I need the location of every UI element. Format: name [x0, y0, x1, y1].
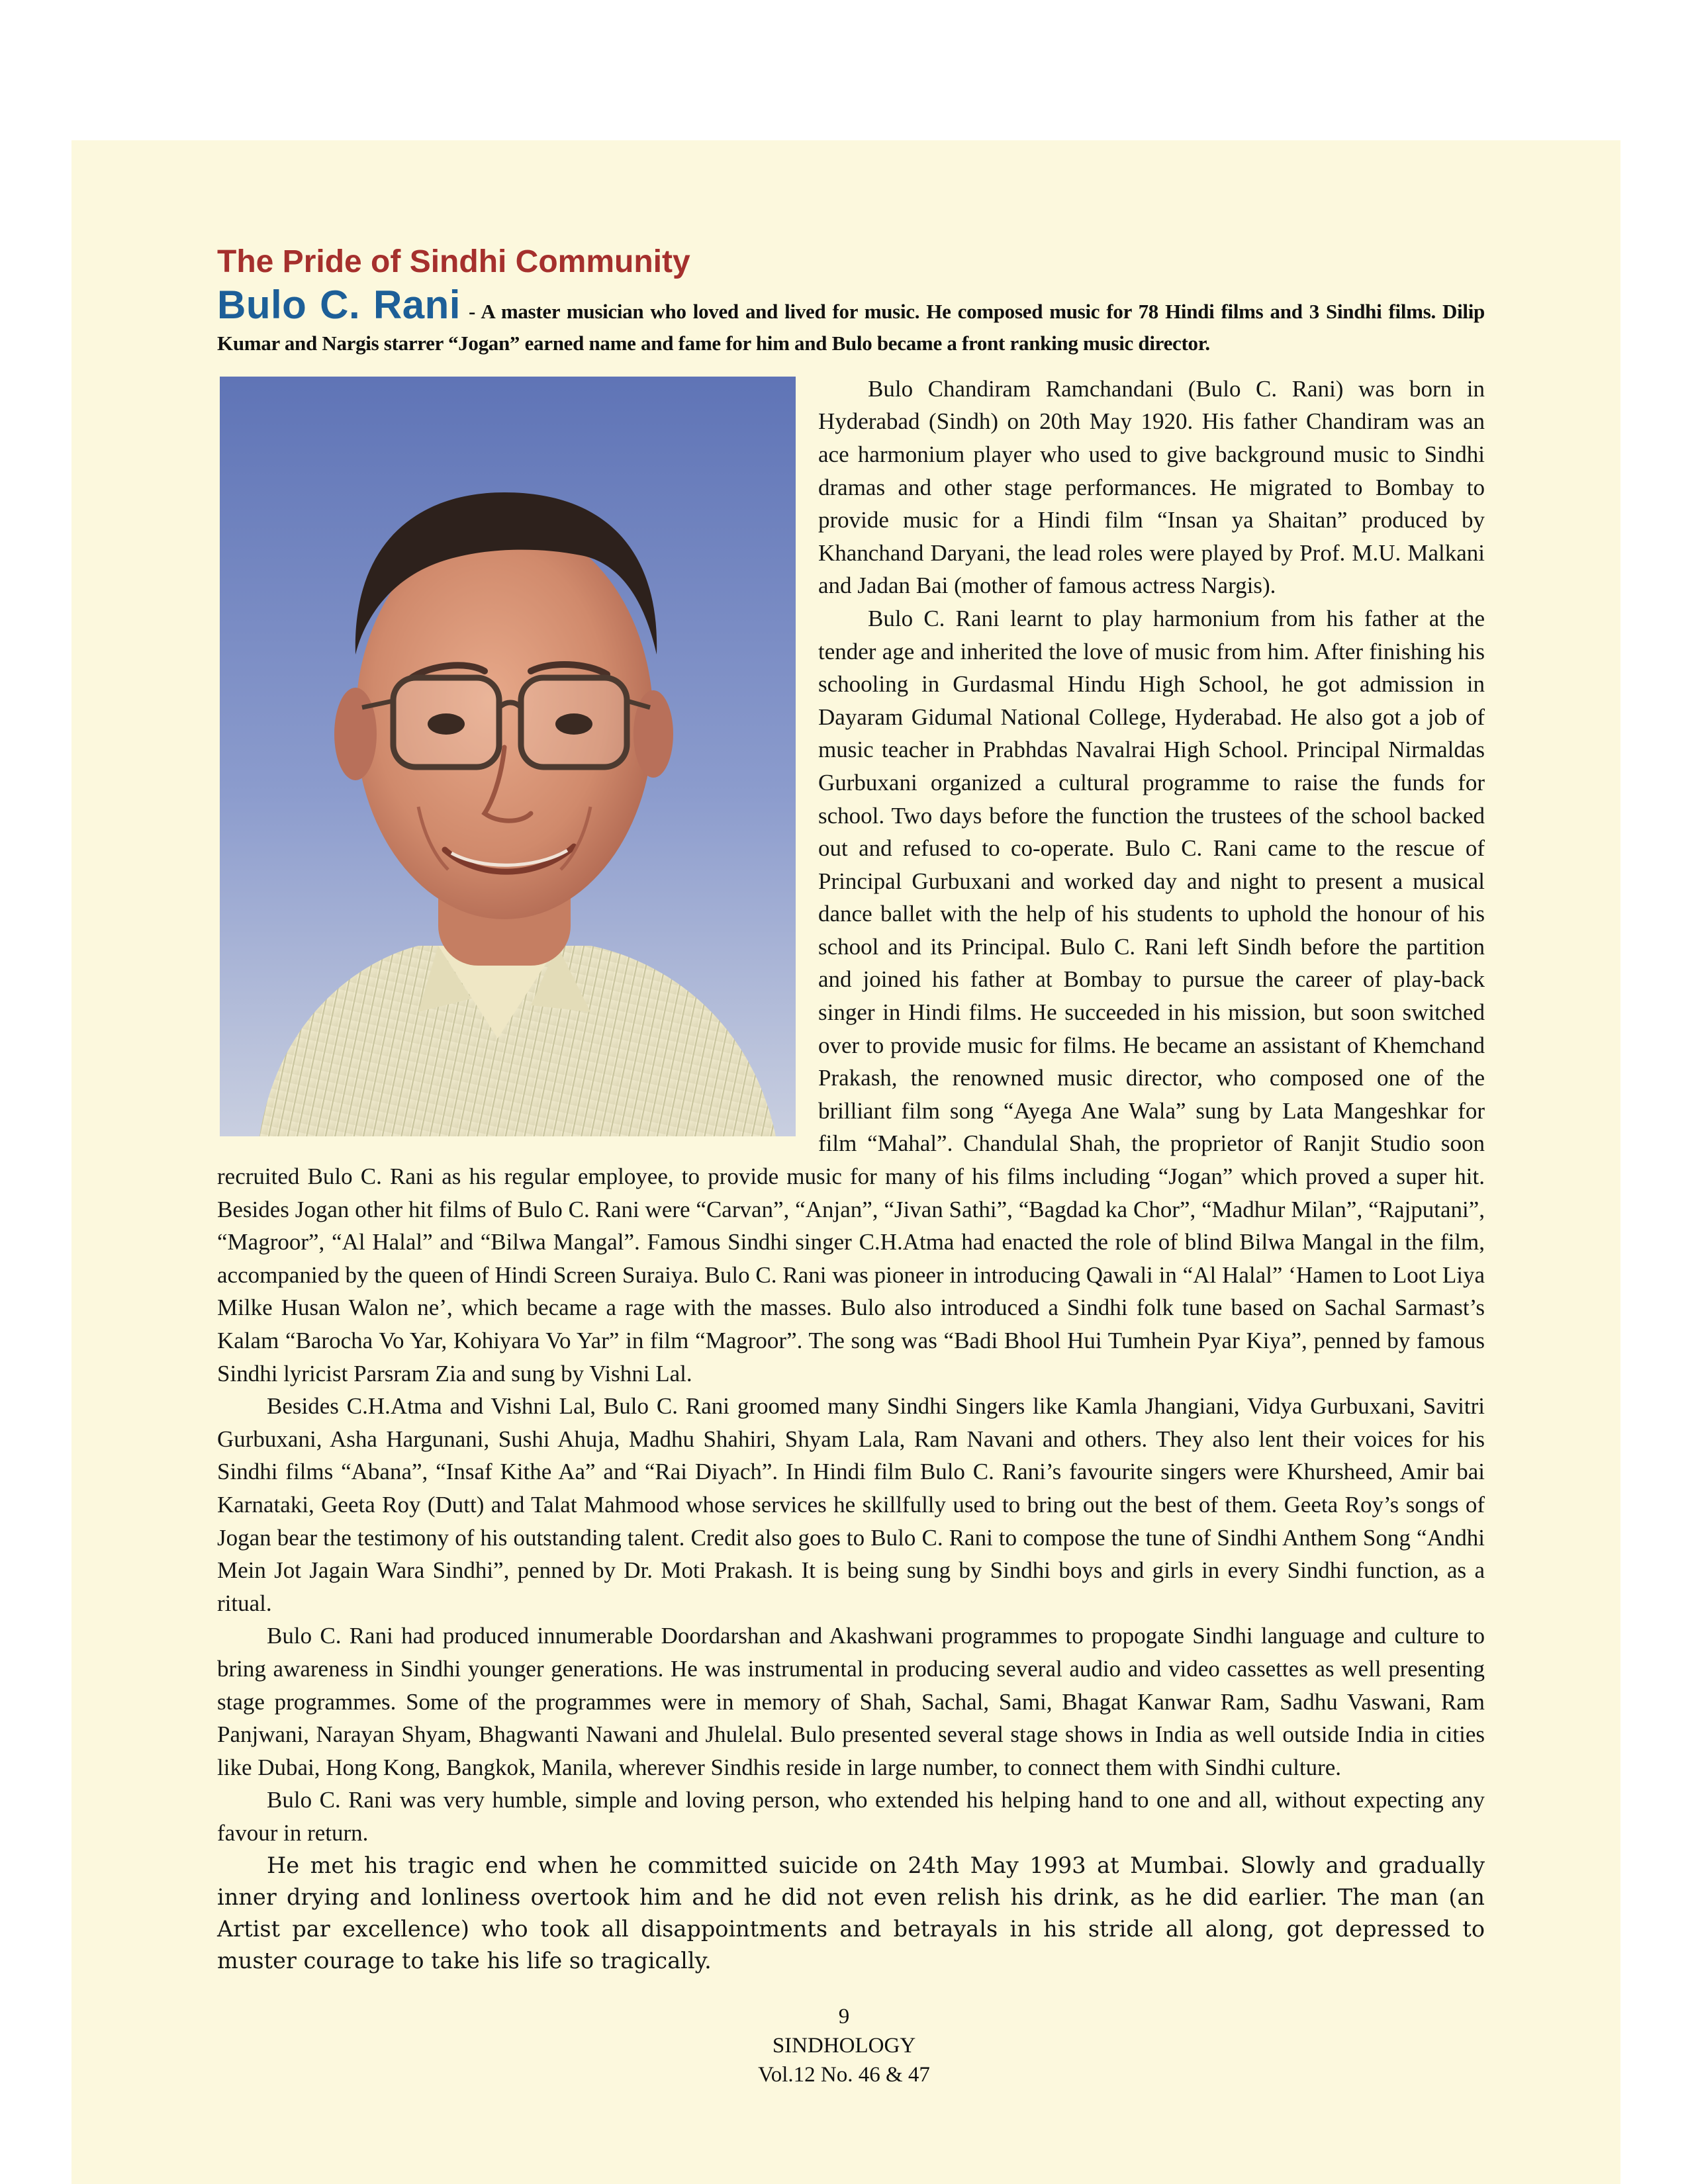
- article-paragraph: Bulo C. Rani had produced innumerable Doordarshan and Akashwani programmes to propogate Sindhi language and culture to bring awareness in Sindhi younger generations. He was instrumental in producing several audio and video cassettes as well presenting stage programmes. Some of the programmes were in memory of Shah, Sachal, Sami, Bhagat Kanwar Ram, Sadhu Vaswani, Ram Panjwani, Narayan Shyam, Bhagwanti Nawani and Jhulelal. Bulo presented several stage shows in India as well outside India in cities like Dubai, Hong Kong, Bangkok, Manila, wherever Sindhis reside in large number, to connect them with Sindhi culture.: [217, 1623, 1485, 1780]
- article-title-line: [217, 282, 1485, 359]
- article-paragraph: Bulo C. Rani learnt to play harmonium from his father at the tender age and inherited the love of music from him. After finishing his schooling in Gurdasmal Hindu High School, he got admission in Dayaram Gidumal National College, Hyderabad. He also got a job of music teacher in Prabhdas Navalrai High School. Principal Nirmaldas Gurbuxani organized a cultural programme to raise the funds for school. Two days before the function the trustees of the school backed out and refused to co-operate. Bulo C. Rani came to the rescue of Principal Gurbuxani and worked day and night to present a musical dance ballet with the help of his students to uphold the honour of his school and its Principal. Bulo C. Rani left Sindh before the partition and joined his father at Bombay to pursue the career of play-back singer in Hindi films. He succeeded in his mission, but soon switched over to provide music for films. He became an assistant of Khemchand Prakash, the renowned music director, who composed one of the brilliant film song “Ayega Ane Wala” sung by Lata Mangeshkar for film “Mahal”. Chandulal Shah, the proprietor of Ranjit Studio soon recruited Bulo C. Rani as his regular employee, to provide music for many of his films including “Jogan” which proved a super hit. Besides Jogan other hit films of Bulo C. Rani were “Carvan”, “Anjan”, “Jivan Sathi”, “Bagdad ka Chor”, “Madhur Milan”, “Rajputani”, “Magroor”, “Al Halal” and “Bilwa Mangal”. Famous Sindhi singer C.H.Atma had enacted the role of blind Bilwa Mangal in the film, accompanied by the queen of Hindi Screen Suraiya. Bulo C. Rani was pioneer in introducing Qawali in “Al Halal” ‘Hamen to Loot Liya Milke Husan Walon ne’, which became a rage with the masses. Bulo also introduced a Sindhi folk tune based on Sachal Sarmast’s Kalam “Barocha Vo Yar, Kohiyara Vo Yar” in film “Magroor”. The song was “Badi Bhool Hui Tumhein Pyar Kiya”, penned by famous Sindhi lyricist Parsram Zia and sung by Vishni Lal.: [217, 605, 1485, 1387]
- subject-name: Bulo C. Rani: [217, 282, 461, 327]
- article-paragraph: Bulo Chandiram Ramchandani (Bulo C. Rani) was born in Hyderabad (Sindh) on 20th May 1920. His father Chandiram was an ace harmonium player who used to give background music to Sindhi dramas and other stage performances. He migrated to Bombay to provide music for a Hindi film “Insan ya Shaitan” produced by Khanchand Daryani, the lead roles were played by Prof. M.U. Malkani and Jadan Bai (mother of famous actress Nargis).: [818, 375, 1485, 599]
- article-paragraph: Besides C.H.Atma and Vishni Lal, Bulo C. Rani groomed many Sindhi Singers like Kamla Jhangiani, Vidya Gurbuxani, Savitri Gurbuxani, Asha Hargunani, Sushi Ahuja, Madhu Shahiri, Shyam Lala, Ram Navani and others. They also lent their voices for his Sindhi films “Abana”, “Insaf Kithe Aa” and “Rai Diyach”. In Hindi film Bulo C. Rani’s favourite singers were Khursheed, Amir bai Karnataki, Geeta Roy (Dutt) and Talat Mahmood whose services he skillfully used to bring out the best of them. Geeta Roy’s songs of Jogan bear the testimony of his outstanding talent. Credit also goes to Bulo C. Rani to compose the tune of Sindhi Anthem Song “Andhi Mein Jot Jagain Wara Sindhi”, penned by Dr. Moti Prakash. It is being sung by Sindhi boys and girls in every Sindhi function, as a ritual.: [217, 1393, 1485, 1616]
- section-heading: The Pride of Sindhi Community: [217, 244, 690, 279]
- article-tagline: - A master musician who loved and lived for music. He composed music for 78 Hindi films and 3 Sindhi films. Dilip Kumar and Nargis starrer “Jogan” earned name and fame for him and Bulo became a front ranking music director.: [217, 299, 1485, 355]
- article-paragraph: Bulo C. Rani was very humble, simple and loving person, who extended his helping hand to one and all, without expecting any favour in return.: [217, 1787, 1485, 1846]
- article-paragraph: He met his tragic end when he committed suicide on 24th May 1993 at Mumbai. Slowly and gradually inner drying and lonliness overtook him and he did not even relish his drink, as he did earlier. The man (an Artist par excellence) who took all disappointments and betrayals in his stride all along, got depressed to muster courage to take his life so tragically.: [217, 1852, 1485, 1974]
- page-number: 9: [838, 2005, 850, 2028]
- portrait-photo: [220, 377, 796, 1136]
- page-footer: [0, 2002, 1688, 2089]
- article-content: [217, 245, 1485, 1977]
- issue-info: Vol.12 No. 46 & 47: [758, 2063, 930, 2087]
- publication-name: SINDHOLOGY: [772, 2034, 916, 2058]
